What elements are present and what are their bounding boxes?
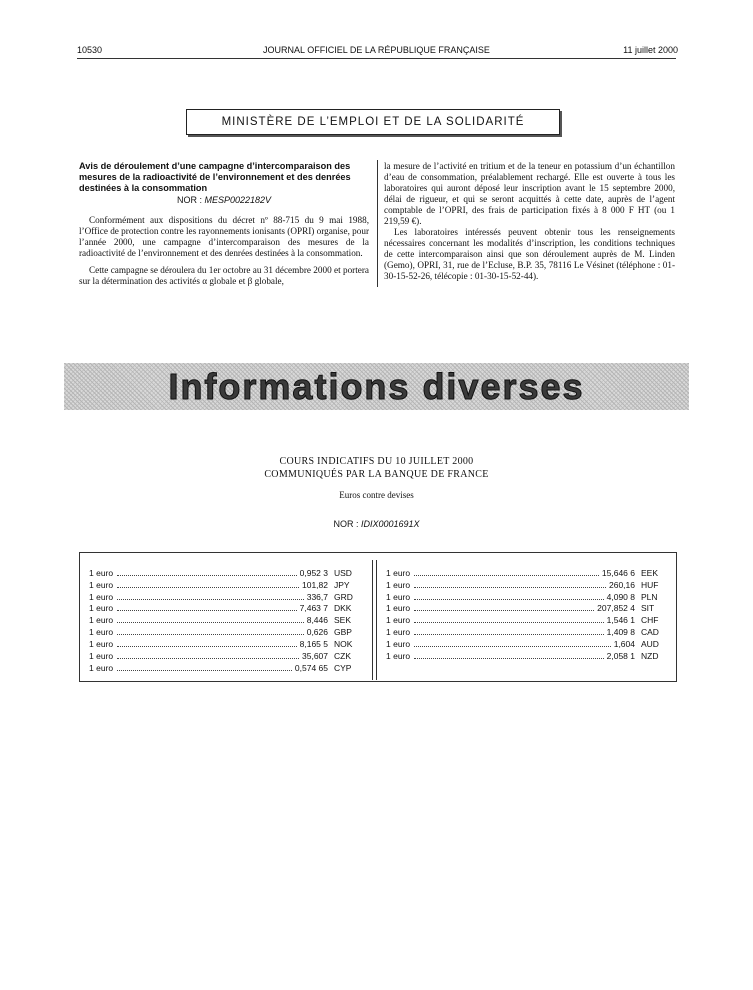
leader-dots — [117, 634, 304, 635]
article-paragraph: Conformément aux dispositions du décret nº 88-715 du 9 mai 1988, l’Office de protection contre les rayonnements ionisants (OPRI) organise, pour l’année 2000, une campagne d’intercomparaison des mesures de la radioactivité de l’environnement et des denrées destinées à la consommation. — [79, 215, 370, 258]
rate-label: 1 euro — [386, 638, 411, 649]
rates-column-separator — [372, 560, 373, 680]
rate-label: 1 euro — [386, 650, 411, 661]
rate-row — [89, 637, 360, 649]
page-number: 10530 — [77, 45, 103, 55]
cours-nor — [0, 519, 753, 529]
article-nor — [79, 195, 369, 205]
currency-code: NZD — [641, 650, 659, 661]
rate-label: 1 euro — [89, 627, 114, 638]
rate-label: 1 euro — [386, 603, 411, 614]
currency-code: SEK — [334, 615, 352, 626]
rates-left-column — [89, 566, 360, 673]
leader-dots — [117, 587, 299, 588]
rate-row — [89, 566, 360, 578]
rate-value: 8,446 — [306, 615, 328, 626]
rate-label: 1 euro — [89, 650, 114, 661]
rate-value: 336,7 — [306, 591, 328, 602]
leader-dots — [414, 587, 606, 588]
rate-label: 1 euro — [89, 638, 114, 649]
currency-code: CAD — [641, 627, 659, 638]
leader-dots — [414, 634, 604, 635]
currency-code: GBP — [334, 627, 352, 638]
rate-row — [386, 578, 667, 590]
leader-dots — [117, 646, 297, 647]
rate-row — [386, 566, 667, 578]
article-paragraph: la mesure de l’activité en tritium et de la teneur en potassium d’un échantillon d’eau de consommation, préalablement rechargé. Elle est ouverte à tous les laboratoires qui auront déposé leur inscription avant le 15 septembre 2000, délai de rigueur, et qui se seront acquittés à cette date, auprès de l’agent comptable de l’OPRI, des frais de participation fixés à 8 000 F HT (ou 1 219,59 €). — [384, 161, 675, 226]
rate-row — [89, 649, 360, 661]
issue-date: 11 juillet 2000 — [623, 45, 678, 55]
rate-label: 1 euro — [89, 615, 114, 626]
rate-value: 15,646 6 — [601, 567, 635, 578]
currency-code: CZK — [334, 650, 351, 661]
ministry-heading: MINISTÈRE DE L’EMPLOI ET DE LA SOLIDARITÉ — [186, 109, 560, 135]
leader-dots — [117, 658, 299, 659]
cours-subtitle: Euros contre devises — [339, 490, 414, 500]
currency-code: CHF — [641, 615, 659, 626]
nor-code: MESP0022182V — [204, 195, 272, 205]
leader-dots — [414, 646, 611, 647]
currency-code: GRD — [334, 591, 353, 602]
leader-dots — [117, 575, 297, 576]
leader-dots — [117, 610, 297, 611]
rate-label: 1 euro — [89, 591, 114, 602]
rate-row — [89, 625, 360, 637]
journal-title: JOURNAL OFFICIEL DE LA RÉPUBLIQUE FRANÇAISE — [263, 45, 490, 55]
rate-value: 4,090 8 — [606, 591, 635, 602]
rate-row — [386, 613, 667, 625]
section-banner — [64, 363, 689, 410]
rate-row — [89, 613, 360, 625]
rate-label: 1 euro — [386, 615, 411, 626]
currency-code: CYP — [334, 662, 352, 673]
rate-value: 0,952 3 — [299, 567, 328, 578]
leader-dots — [414, 658, 604, 659]
leader-dots — [414, 610, 594, 611]
rate-value: 35,607 — [302, 650, 328, 661]
leader-dots — [414, 575, 599, 576]
header-rule — [77, 58, 676, 59]
rate-value: 2,058 1 — [606, 650, 635, 661]
rate-value: 207,852 4 — [597, 603, 635, 614]
column-separator — [377, 160, 378, 287]
leader-dots — [414, 622, 604, 623]
rate-row — [89, 602, 360, 614]
rate-row — [386, 590, 667, 602]
currency-code: NOK — [334, 638, 353, 649]
rate-row — [89, 590, 360, 602]
rates-column-separator — [376, 560, 377, 680]
rate-value: 260,16 — [609, 579, 635, 590]
section-banner-title: Informations diverses — [168, 365, 585, 407]
rate-value: 0,574 65 — [294, 662, 328, 673]
currency-code: DKK — [334, 603, 352, 614]
rate-row — [386, 602, 667, 614]
nor-label: NOR : — [176, 195, 202, 205]
rate-row — [386, 637, 667, 649]
rate-value: 1,546 1 — [606, 615, 635, 626]
rate-label: 1 euro — [386, 579, 411, 590]
rate-value: 1,604 — [613, 638, 635, 649]
currency-code: PLN — [641, 591, 658, 602]
currency-code: JPY — [334, 579, 350, 590]
leader-dots — [414, 599, 604, 600]
leader-dots — [117, 670, 292, 671]
rate-label: 1 euro — [89, 603, 114, 614]
rates-right-column — [386, 566, 667, 661]
rate-row — [386, 649, 667, 661]
currency-code: EEK — [641, 567, 659, 578]
rate-row — [386, 625, 667, 637]
nor-label: NOR : — [333, 519, 359, 529]
nor-code: IDIX0001691X — [360, 519, 420, 529]
rate-label: 1 euro — [89, 567, 114, 578]
rate-value: 8,165 5 — [299, 638, 328, 649]
cours-title-line1: COURS INDICATIFS DU 10 JUILLET 2000 — [279, 456, 474, 467]
rate-value: 1,409 8 — [606, 627, 635, 638]
currency-code: HUF — [641, 579, 659, 590]
article-title: Avis de déroulement d’une campagne d’intercomparaison des mesures de la radioactivité de l’environnement et des denrées destinées à la consommation — [79, 161, 351, 193]
rate-label: 1 euro — [386, 627, 411, 638]
rate-value: 0,626 — [306, 627, 328, 638]
cours-title-line2: COMMUNIQUÉS PAR LA BANQUE DE FRANCE — [264, 469, 489, 480]
rate-label: 1 euro — [89, 579, 114, 590]
currency-code: AUD — [641, 638, 659, 649]
rate-label: 1 euro — [89, 662, 114, 673]
rate-row — [89, 578, 360, 590]
article-paragraph: Cette campagne se déroulera du 1er octobre au 31 décembre 2000 et portera sur la détermination des activités α globale et β globale, — [79, 265, 369, 286]
leader-dots — [117, 599, 304, 600]
rate-row — [89, 661, 360, 673]
rate-label: 1 euro — [386, 567, 411, 578]
rate-label: 1 euro — [386, 591, 411, 602]
rate-value: 7,463 7 — [299, 603, 328, 614]
rate-value: 101,82 — [302, 579, 328, 590]
currency-code: SIT — [641, 603, 655, 614]
currency-code: USD — [334, 567, 352, 578]
article-paragraph: Les laboratoires intéressés peuvent obtenir tous les renseignements nécessaires concernant les modalités d’inscription, les conditions techniques de cette intercomparaison ainsi que son déroulement auprès de M. Linden (Gemo), OPRI, 31, rue de l’Ecluse, B.P. 35, 78116 Le Vésinet (téléphone : 01-30-15-52-26, télécopie : 01-30-15-52-44). — [384, 227, 675, 281]
leader-dots — [117, 622, 304, 623]
